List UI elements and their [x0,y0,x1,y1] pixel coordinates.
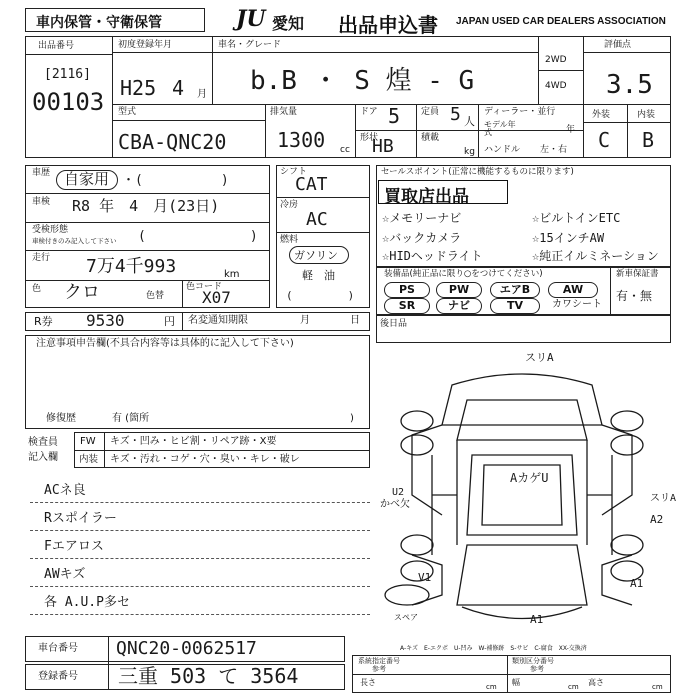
model-value: CBA-QNC20 [118,130,227,154]
handle-label: ハンドル [484,145,521,155]
note-line-rule [30,558,370,559]
receive-note: 車検付きのみ記入して下さい [32,237,117,245]
interior-items: キズ・汚れ・コゲ・穴・臭い・キレ・破レ [110,454,300,465]
logo-region: 愛知 [272,14,305,33]
equipment-label: 装備品(純正品に限り○をつけてください) [384,269,543,279]
month-suffix: 月 [197,89,207,100]
equipment-item: SR [384,298,430,314]
color-label: 色 [32,284,42,294]
special-label: 類別区分番号 [512,657,554,665]
reg-value: 三重 503 て 3564 [118,664,299,688]
interior-value: B [642,128,655,152]
interior-label: 内装 [637,110,656,120]
note-line: AWキズ [44,567,86,582]
doors-value: 5 [388,104,401,128]
note-line-rule [30,502,370,503]
association-name: JAPAN USED CAR DEALERS ASSOCIATION [456,16,666,27]
note-line-rule [30,586,370,587]
displacement-label: 排気量 [270,107,298,117]
fuel-label: 燃料 [280,235,299,245]
logo-mark: JU [236,6,266,32]
model-year-label: モデル年式 [484,120,516,137]
fuel-selected: ガソリン [294,249,338,262]
car-name-label: 車名・グレード [218,40,282,50]
latter-block [376,315,671,343]
fuel-paren: ( ) [286,289,355,302]
diagram-mark-9: A1 [530,613,544,626]
model-year-unit: 年 [566,125,576,135]
note-line: Rスポイラー [44,511,117,526]
displacement-unit: cc [340,145,350,155]
spare-label: スペア [394,613,418,622]
handle-options: 左・右 [540,145,568,155]
transfer-label: 名変通知期限 [188,315,248,326]
equipment-item: PS [384,282,430,298]
height-label: 高さ [588,678,604,687]
warranty-label: 新車保証書 [616,269,659,279]
shape-value: HB [372,136,394,157]
reg-label: 登録番号 [38,671,78,682]
first-reg-month: 4 [172,76,185,100]
warranty-value: 有・無 [616,289,653,303]
equipment-item: エアB [490,282,540,298]
selling-point-item: ☆メモリーナビ [382,211,462,225]
load-label: 積載 [421,133,440,143]
recycle-value: 9530 [86,311,125,330]
note-line: Fエアロス [44,539,104,554]
latter-label: 後日品 [380,319,408,329]
model-label: 型式 [118,107,137,117]
exterior-label: 外装 [592,110,611,120]
mandatory-label: 系統指定番号 [358,657,400,665]
note-line: 各 A.U.P多セ [44,595,130,610]
inspection-label: 車検 [32,197,51,207]
fw-label: FW [80,436,96,447]
shape-label: 形状 [360,133,379,143]
notes-label: 注意事項申告欄(不具合内容等は具体的に記入して下さい) [36,338,294,349]
dealer-label: ディーラー・並行 [484,107,556,117]
note-line-rule [30,530,370,531]
chassis-label: 車台番号 [38,643,78,654]
selling-point-item: ☆純正イルミネーション [532,249,659,263]
doors-label: ドア [360,107,378,117]
inspection-value: R8 年 4 月(23日) [72,197,220,215]
chassis-value: QNC20-0062517 [116,638,257,659]
color-code-value: X07 [202,288,231,307]
lot-sub-number: [2116] [44,67,91,82]
recycle-unit: 円 [164,315,175,328]
displacement-value: 1300 [277,128,326,152]
diagram-mark-6: A2 [650,513,664,526]
height-cm: cm [652,683,663,691]
width-cm: cm [568,683,579,691]
car-diagram [372,345,672,657]
car-outline-svg [372,345,672,657]
length-label: 長さ [360,678,376,687]
ac-label: 冷房 [280,200,299,210]
diagram-mark-5: スリA [650,493,677,504]
ac-value: AC [306,209,328,230]
storage-note: 車内保管・守衛保管 [36,15,162,31]
diagram-mark-8: V1 [418,571,432,584]
shift-label: シフト [280,167,308,177]
mileage-unit: km [224,269,240,280]
capacity-label: 定員 [421,107,440,117]
usage-label: 車歴 [32,168,51,178]
first-reg-label: 初度登録年月 [118,40,173,50]
fw-items: キズ・凹み・ヒビ割・リペア跡・X要 [110,436,277,447]
repair-close: ) [350,413,354,424]
width-label: 幅 [512,678,520,687]
load-unit: kg [464,147,475,157]
ref-label-2: 参考 [530,665,544,673]
ref-label-1: 参考 [372,665,386,673]
lot-label: 出品番号 [38,41,75,51]
first-reg-value: H25 [120,76,157,100]
selling-point-item: ☆バックカメラ [382,231,462,245]
score-value: 3.5 [606,70,653,100]
repair-value: 有 (箇所 [112,413,150,424]
recycle-label: R券 [34,315,53,328]
selling-point-item: ☆15インチAW [532,231,605,245]
equipment-item: カワシート [552,299,602,310]
diagram-mark-1: スリA [525,351,554,364]
equipment-item: PW [436,282,482,298]
color-value: クロ [64,282,100,303]
diagram-mark-4: かべ欠 [380,499,410,510]
mileage-label: 走行 [32,253,51,263]
transfer-month: 月 [300,315,310,326]
equipment-item: TV [490,298,540,314]
mileage-value: 7万4千993 [86,256,177,277]
diagram-mark-2: AカゲU [510,471,549,485]
form-title: 出品申込書 [338,13,438,37]
entry-label: 記入欄 [28,452,58,463]
car-name-value: b.B ・ S 煌 - G [250,66,475,96]
usage-rest: ・( ) [122,173,229,188]
drive-4wd: 4WD [545,81,567,91]
usage-value: 自家用 [64,170,110,188]
receive-paren: ( ) [138,229,258,244]
capacity-unit: 人 [464,115,475,128]
equipment-item: AW [548,282,598,298]
selling-points-label: セールスポイント(正常に機能するものに限ります) [381,167,574,177]
capacity-value: 5 [450,104,461,125]
score-label: 評価点 [604,40,632,50]
selling-point-item: ☆HIDヘッドライト [382,249,483,263]
transfer-day: 日 [350,315,360,326]
color-change-label: 色替 [146,291,165,301]
length-cm: cm [486,683,497,691]
interior-entry-label: 内装 [79,454,99,465]
note-line: ACネ良 [44,483,86,498]
notes-block [25,335,370,429]
lot-number: 00103 [32,88,105,116]
receive-label: 受検形態 [32,225,69,235]
selling-points-badge: 買取店出品 [384,187,469,207]
shift-value: CAT [295,174,328,195]
inspector-label: 検査員 [28,437,58,448]
note-line-rule [30,614,370,615]
repair-label: 修復歴 [46,413,76,424]
fuel-other: 軽 油 [302,269,335,282]
color-code-label: 色コード [186,282,223,292]
diagram-mark-7: A1 [630,577,644,590]
equipment-item: ナビ [436,298,482,314]
exterior-value: C [598,128,611,152]
drive-2wd: 2WD [545,55,567,65]
damage-legend: A-キズ E-エクボ U-凹み W-補修跡 S-サビ C-腐食 XX-交換済 [400,645,587,652]
selling-point-item: ☆ビルトインETC [532,211,621,225]
diagram-mark-3: U2 [392,487,405,498]
